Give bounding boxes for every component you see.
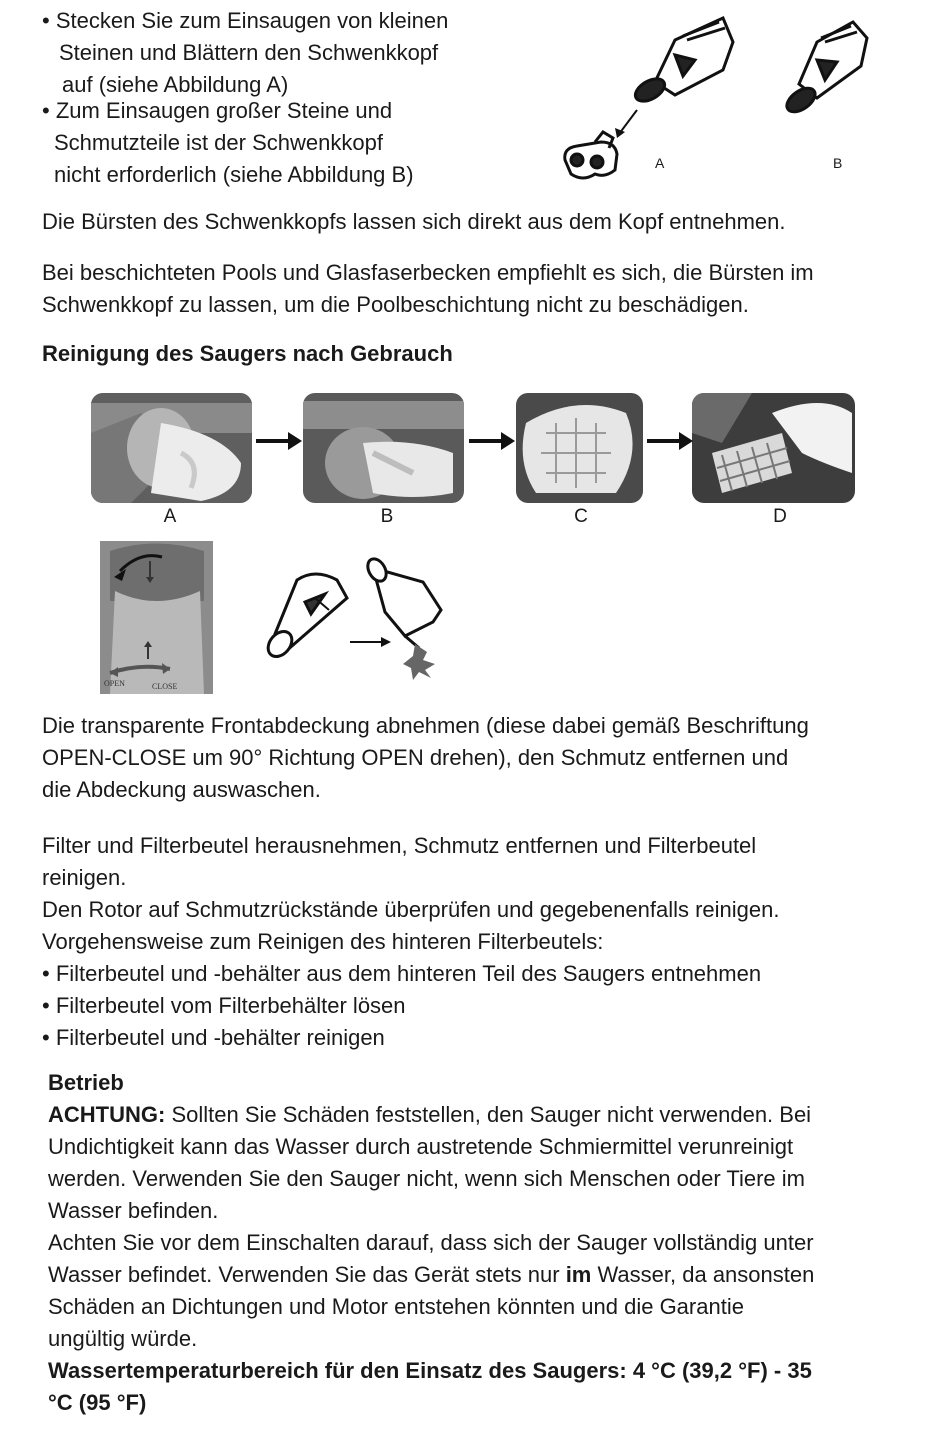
- arrow-right-icon: [252, 430, 304, 452]
- cover-emptying-illustration: [255, 552, 475, 682]
- text-line: Den Rotor auf Schmutzrückstände überprüfen und gegebenenfalls reinigen.: [42, 897, 780, 922]
- step-photo-c: [516, 393, 643, 503]
- figure-label-b: B: [833, 155, 843, 171]
- paragraph-filter: [42, 830, 779, 1054]
- text-span: Wasser, da ansonsten: [591, 1262, 815, 1287]
- intro-bullet-1: [42, 5, 448, 101]
- section-heading-operation: Betrieb: [48, 1070, 124, 1095]
- text-line: • Stecken Sie zum Einsaugen von kleinen: [42, 8, 449, 33]
- step-photo-a: [91, 393, 252, 503]
- step-label-a: A: [163, 506, 177, 527]
- text-line: Wasser befinden.: [48, 1198, 219, 1223]
- text-span: Sollten Sie Schäden feststellen, den Sauger nicht verwenden. Bei: [165, 1102, 812, 1127]
- text-line: Achten Sie vor dem Einschalten darauf, dass sich der Sauger vollständig unter: [48, 1230, 814, 1255]
- text-line: • Filterbeutel und -behälter reinigen: [42, 1025, 385, 1050]
- warning-label: ACHTUNG:: [48, 1102, 166, 1127]
- text-line: Steinen und Blättern den Schwenkkopf: [59, 40, 439, 65]
- text-span: Wasser befindet. Verwenden Sie das Gerät stets nur: [48, 1262, 566, 1287]
- text-line: Schmutzteile ist der Schwenkkopf: [54, 130, 383, 155]
- text-line: auf (siehe Abbildung A): [62, 72, 289, 97]
- text-line: Undichtigkeit kann das Wasser durch austretende Schmiermittel verunreinigt: [48, 1134, 794, 1159]
- warning-line: [48, 1099, 814, 1131]
- intro-bullet-2: [42, 95, 414, 191]
- step-label-d: D: [773, 506, 787, 527]
- front-cover-photo: [100, 541, 213, 694]
- cover-close-text: CLOSE: [152, 682, 178, 691]
- paragraph-pools: [42, 257, 814, 321]
- text-line: • Zum Einsaugen großer Steine und: [42, 98, 393, 123]
- section-heading-cleaning: Reinigung des Saugers nach Gebrauch: [42, 341, 453, 366]
- nozzle-a-illustration: [565, 18, 733, 178]
- text-line: Schäden an Dichtungen und Motor entstehen könnten und die Garantie: [48, 1294, 744, 1319]
- figure-label-a: A: [655, 155, 665, 171]
- text-line: Bei beschichteten Pools und Glasfaserbecken empfiehlt es sich, die Bürsten im: [42, 260, 814, 285]
- step-photo-d: [692, 393, 855, 503]
- emphasis-text: im: [565, 1262, 592, 1287]
- text-line: reinigen.: [42, 865, 127, 890]
- submerge-line: [48, 1259, 814, 1291]
- arrow-right-icon: [465, 430, 517, 452]
- paragraph-cover: [42, 710, 809, 806]
- text-line: werden. Verwenden Sie den Sauger nicht, wenn sich Menschen oder Tiere im: [48, 1166, 805, 1191]
- operation-section: [48, 1067, 814, 1419]
- text-line: ungültig würde.: [48, 1326, 198, 1351]
- text-line: • Filterbeutel vom Filterbehälter lösen: [42, 993, 406, 1018]
- step-label-b: B: [380, 506, 394, 527]
- text-line: Filter und Filterbeutel herausnehmen, Schmutz entfernen und Filterbeutel: [42, 833, 757, 858]
- temperature-line: °C (95 °F): [48, 1390, 147, 1415]
- text-line: • Filterbeutel und -behälter aus dem hinteren Teil des Saugers entnehmen: [42, 961, 762, 986]
- arrow-right-icon: [643, 430, 695, 452]
- text-line: Schwenkkopf zu lassen, um die Poolbeschichtung nicht zu beschädigen.: [42, 292, 749, 317]
- text-line: Die transparente Frontabdeckung abnehmen (diese dabei gemäß Beschriftung: [42, 713, 809, 738]
- step-label-c: C: [574, 506, 588, 527]
- temperature-line: Wassertemperaturbereich für den Einsatz des Saugers: 4 °C (39,2 °F) - 35: [48, 1358, 812, 1383]
- paragraph-brushes: Die Bürsten des Schwenkkopfs lassen sich direkt aus dem Kopf entnehmen.: [42, 209, 786, 234]
- text-line: die Abdeckung auswaschen.: [42, 777, 321, 802]
- cover-open-text: OPEN: [104, 679, 125, 688]
- text-line: Vorgehensweise zum Reinigen des hinteren Filterbeutels:: [42, 929, 604, 954]
- text-line: OPEN-CLOSE um 90° Richtung OPEN drehen), den Schmutz entfernen und: [42, 745, 789, 770]
- text-line: nicht erforderlich (siehe Abbildung B): [54, 162, 414, 187]
- nozzle-b-illustration: [783, 22, 867, 117]
- step-photo-b: [303, 393, 464, 503]
